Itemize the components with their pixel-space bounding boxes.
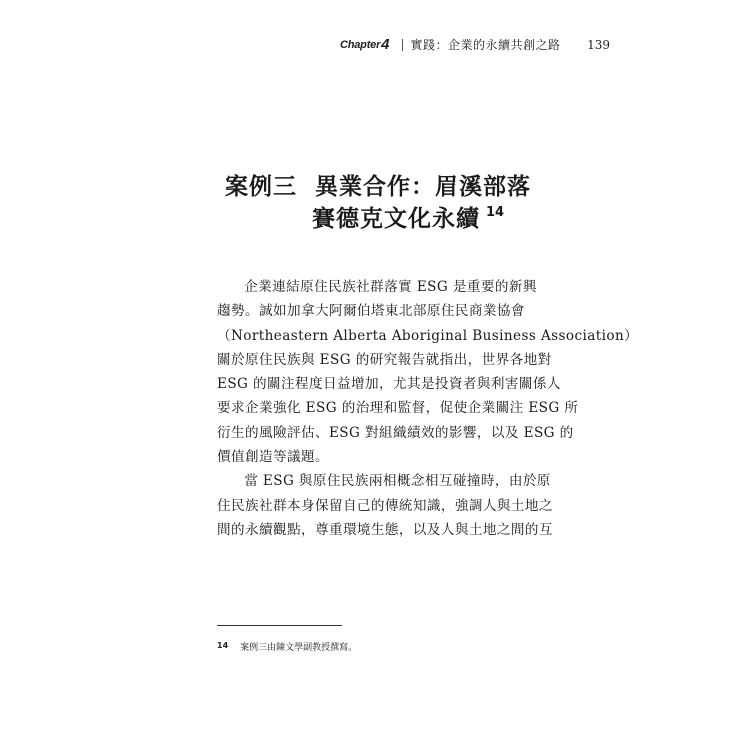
paragraph-line: （Northeastern Alberta Aboriginal Business Association） xyxy=(217,327,639,344)
paragraph-1 xyxy=(217,275,639,469)
footnote-text: 案例三由陳文學副教授撰寫。 xyxy=(240,643,358,653)
footnote-reference: 14 xyxy=(486,205,505,220)
case-title-line1: 異業合作：眉溪部落 xyxy=(315,174,531,200)
footnote-rule xyxy=(217,625,342,626)
running-header xyxy=(340,36,610,54)
paragraph-line: 當 ESG 與原住民族兩相概念相互碰撞時，由於原 xyxy=(244,473,551,490)
page-number: 139 xyxy=(587,38,610,52)
paragraph-line: ESG 的關注程度日益增加，尤其是投資者與利害關係人 xyxy=(217,376,561,393)
paragraph-line: 衍生的風險評估、ESG 對組織績效的影響，以及 ESG 的 xyxy=(217,424,574,441)
paragraph-2 xyxy=(217,469,572,542)
paragraph-line: 關於原住民族與 ESG 的研究報告就指出，世界各地對 xyxy=(217,351,552,368)
paragraph-line: 企業連結原住民族社群落實 ESG 是重要的新興 xyxy=(244,279,537,295)
paragraph-line: 價值創造等議題。 xyxy=(217,449,329,466)
footnote xyxy=(217,640,357,653)
paragraph-line: 住民族社群本身保留自己的傳統知識，強調人與土地之 xyxy=(217,497,553,514)
footnote-number: 14 xyxy=(217,641,229,650)
paragraph-line: 間的永續觀點，尊重環境生態，以及人與土地之間的互 xyxy=(217,521,553,538)
paragraph-line: 趨勢。誠如加拿大阿爾伯塔東北部原住民商業協會 xyxy=(217,303,525,320)
case-heading-line2 xyxy=(312,200,504,233)
case-label: 案例三 xyxy=(225,174,297,200)
case-title-line2: 賽德克文化永續 xyxy=(312,206,480,232)
paragraph-line: 要求企業強化 ESG 的治理和監督，促使企業關注 ESG 所 xyxy=(217,400,579,417)
header-divider xyxy=(402,39,403,51)
chapter-title: 實踐：企業的永續共創之路 xyxy=(410,38,561,52)
chapter-label: Chapter xyxy=(340,39,381,51)
chapter-number: 4 xyxy=(381,36,390,53)
case-heading-line1 xyxy=(225,168,531,201)
body-text xyxy=(217,275,639,542)
